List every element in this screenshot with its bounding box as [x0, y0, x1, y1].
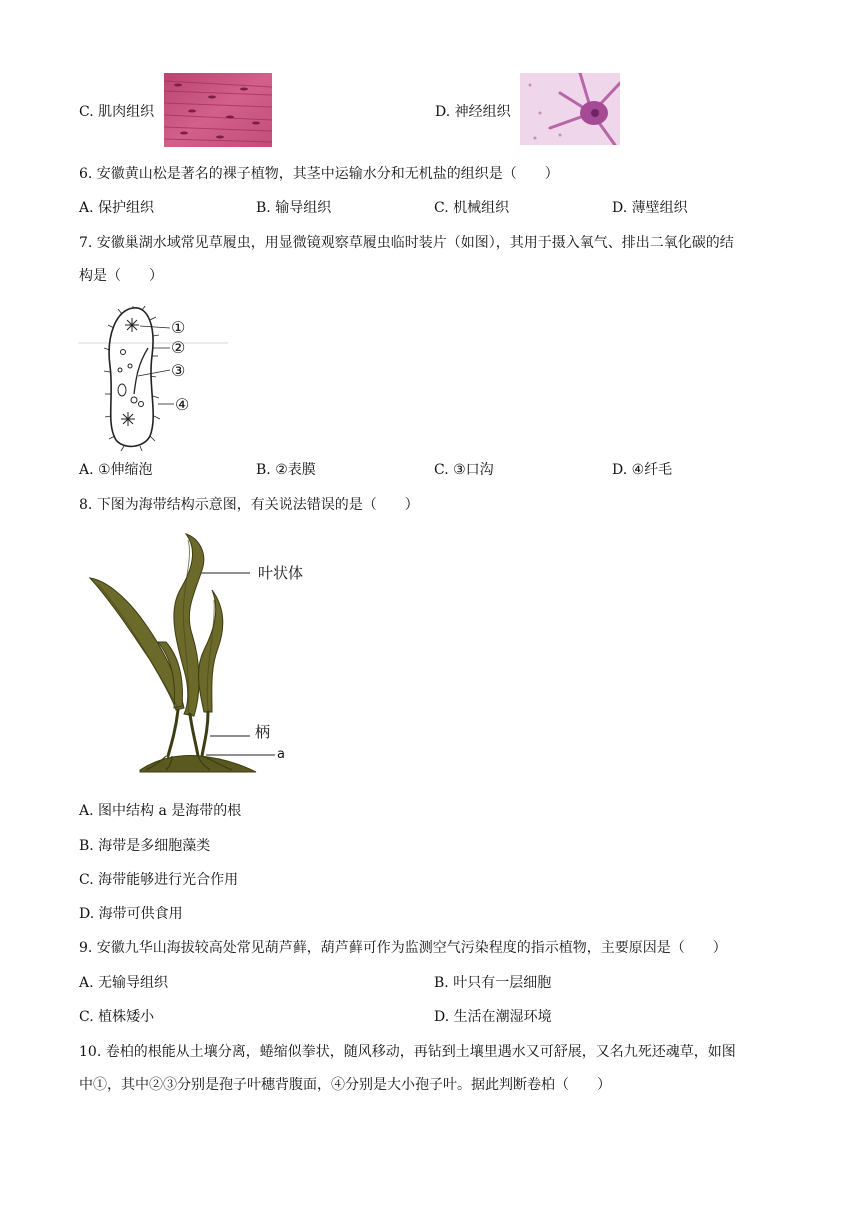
- paramecium-label-4: ④: [175, 395, 190, 414]
- kelp-label-holdfast: a: [277, 747, 285, 762]
- q6-stem: 6. 安徽黄山松是著名的裸子植物，其茎中运输水分和无机盐的组织是（ ）: [79, 166, 559, 182]
- q8-option-a[interactable]: A. 图中结构 a 是海带的根: [79, 803, 242, 819]
- kelp-label-stipe: 柄: [255, 723, 271, 741]
- q7-option-c[interactable]: C. ③口沟: [434, 462, 494, 478]
- q9-option-c[interactable]: C. 植株矮小: [79, 1009, 155, 1025]
- q8-option-b[interactable]: B. 海带是多细胞藻类: [79, 838, 211, 854]
- kelp-figure: [80, 530, 320, 778]
- q8-option-c[interactable]: C. 海带能够进行光合作用: [79, 872, 239, 888]
- q7-stem-line2: 构是（ ）: [79, 268, 163, 284]
- q7-stem-line1: 7. 安徽巢湖水域常见草履虫，用显微镜观察草履虫临时装片（如图），其用于摄入氧气、排出二氧化碳的结: [79, 235, 734, 251]
- paramecium-label-2: ②: [171, 338, 186, 357]
- paramecium-label-3: ③: [171, 361, 186, 380]
- q7-option-d[interactable]: D. ④纤毛: [612, 462, 673, 478]
- q9-option-a[interactable]: A. 无输导组织: [79, 975, 169, 991]
- q5-option-d: D. 神经组织: [435, 104, 511, 120]
- q6-option-d[interactable]: D. 薄壁组织: [612, 200, 688, 216]
- muscle-tissue-image: [164, 73, 272, 147]
- q10-stem-line2: 中①，其中②③分别是孢子叶穗背腹面，④分别是大小孢子叶。据此判断卷柏（ ）: [79, 1077, 611, 1093]
- paramecium-label-1: ①: [171, 318, 186, 337]
- q6-option-a[interactable]: A. 保护组织: [79, 200, 155, 216]
- q9-option-d[interactable]: D. 生活在潮湿环境: [434, 1009, 552, 1025]
- q7-option-a[interactable]: A. ①伸缩泡: [79, 462, 153, 478]
- q8-stem: 8. 下图为海带结构示意图，有关说法错误的是（ ）: [79, 497, 419, 513]
- q9-option-b[interactable]: B. 叶只有一层细胞: [434, 975, 552, 991]
- q9-stem: 9. 安徽九华山海拔较高处常见葫芦藓，葫芦藓可作为监测空气污染程度的指示植物，主要原因是（ ）: [79, 940, 727, 956]
- q6-option-b[interactable]: B. 输导组织: [256, 200, 332, 216]
- q7-option-b[interactable]: B. ②表膜: [256, 462, 316, 478]
- nerve-tissue-image: [520, 73, 620, 145]
- q6-option-c[interactable]: C. 机械组织: [434, 200, 510, 216]
- q10-stem-line1: 10. 卷柏的根能从土壤分离，蜷缩似拳状，随风移动，再钻到土壤里遇水又可舒展，又名九死还魂草，如图: [79, 1044, 736, 1060]
- paramecium-figure: [78, 306, 228, 451]
- q5-option-c: C. 肌肉组织: [79, 104, 155, 120]
- q8-option-d[interactable]: D. 海带可供食用: [79, 906, 183, 922]
- kelp-label-blade: 叶状体: [258, 564, 304, 582]
